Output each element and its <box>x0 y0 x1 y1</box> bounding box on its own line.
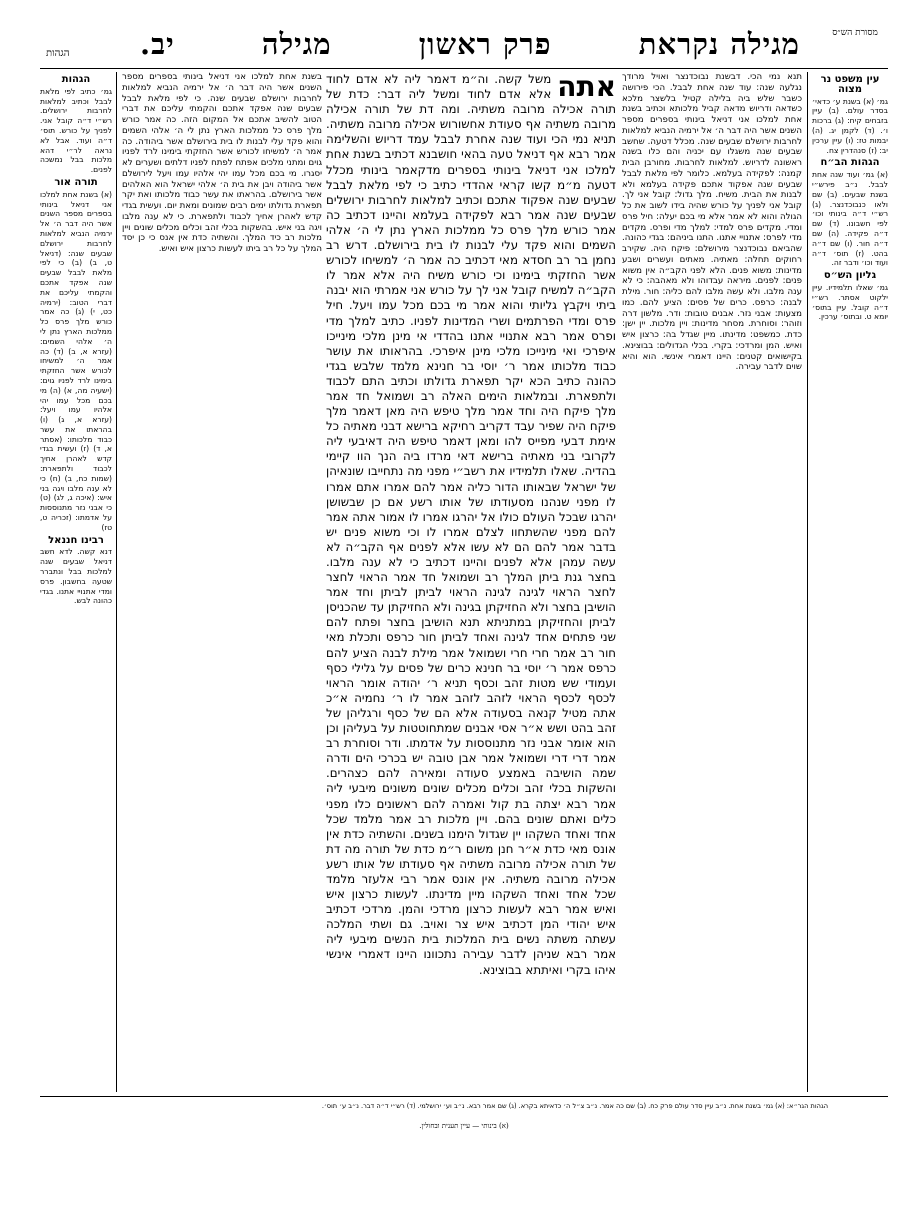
lead-word: אתה <box>557 72 616 103</box>
ein-mishpat-text: גמ׳ (א) בשנת ע׳ כדאי׳ בסדר עולם. (ב) עיין בזבחים קיח: (ג) ברכות ו׳. (ד) לקמן יג. (ה) יבמות טז: (ו) עיין ערכין יב: (ז) סנהדרין צח. <box>812 96 888 155</box>
masoret-label: מסורת הש״ס <box>832 28 878 38</box>
talmud-page <box>40 22 888 1202</box>
bottom-notes: הגהות הגר״א: (א) גמ׳ בשנת אחת. נ״ב עיין סדר עולם פרק כח. (ב) שם כה אמר. נ״ב צ״ל ה׳ כדאיתא בקרא. (ג) שם אמר רבא. נ״ב וע׳ ירושלמי. (ד) רש״י ד״ה דבר. נ״ב ע׳ תוס׳. <box>321 1102 828 1110</box>
footnote: (א) בינותי — עיין תענית ובחולין. <box>419 1122 509 1130</box>
hagahot-bach-text: (א) גמ׳ ועוד שנה אחת לבבל. נ״ב פירש״י בשנת שבעים. (ב) שם ולאו כנבוכדנצר. (ג) רש״י ד״ה בינותי וכו׳ לפי חשבונו. (ד) שם ד״ה פקידה. (ה) שם ד״ה חור. (ו) שם ד״ה בהט. (ז) תוס׳ ד״ה ועוד וכו׳ ודבר זה. <box>812 170 888 268</box>
title-tractate-chapter: מגילה נקראת <box>638 26 800 61</box>
gilyon-text: גמ׳ שאלו תלמידיו. עיין ילקוט אסתר. רש״י ד״ה קובל. עיין בתוס׳ יומא ט. ובתוס׳ ערכין. <box>812 282 888 322</box>
left-margin-divider <box>116 72 117 1092</box>
tosafot-column <box>122 72 322 1092</box>
left-margin-column <box>40 72 112 1092</box>
gilyon-title: גליון הש״ס <box>823 270 877 282</box>
hagahot-bach-title: הגהות הב״ח <box>820 157 880 169</box>
title-perek: פרק ראשון <box>418 26 552 61</box>
title-tractate: מגילה <box>261 26 332 61</box>
rashi-text: תנא נמי הכי. דבשנת נבוכדנצר ואויל מרודך נגלעה שנה: עוד שנה אחת לבבל. הכי פירושה כשבר שלש ביה בלילה קטיל בלשצר מלכא כשדאה ודריוש מדאה קביל מלכותא וכתיב בשנת אחת למלכו אני דניאל בינותי בספרים מספר השנים אשר היה דבר ה׳ אל ירמיה הנביא למלאות לחרבות ירושלם שבעים שנה. מכלל דטעה. שחשב שבעים שנה משגלו עם יכניה והם כלו בשנה ראשונה לדריוש. למלאות לחרבות. מחורבן הבית קמנה: לפקידה בעלמא. כלומר לפי מלאת לבבל שבעים שנה אפקוד אתכם פקידה בעלמא ולא לבנות את הבית. משיח. מלך גדול: קובל אני לך. קובל אני לפניך על כורש שהיה בידו לשוב את כל הגולה והוא לא אמר אלא מי בכם יעלה: חיל פרס ומדי. מקדים פרס למדי: למלך מדי ופרס. מקדים מדי לפרס: אתנויי אתנו. התנו ביניהם: בגדי כהונה. שהביאם נבוכדנצר מירושלם: פיקח היה. שקירב רחוקים תחלה: מאתיה. מאתים ועשרים ושבע מדינות: משוא פנים. הלא לפני הקב״ה אין משוא פנים: לפנים. מיראה עבדוהו ולא מאהבה: כי לא ענה מלבו. ולא עשה מלבו להם כליה: חור. מילת לבנה: כרפס. כרים של פסים: הציע להם. כמו מצעות: אבני נזר. אבנים טובות: ודר. מלשון דרה וזוהר: וסוחרת. מסחר מדינות: ויין מלכות. יין ישן: כדת. כמשפט: מדינתו. מיין שגדל בה: כרצון איש ואיש. המן ומרדכי: בקרי. בכלי הגדולים: בבוצינא. בקישואים קטנים: היינו דאמרי אינשי. הוא והיא שוים לדבר עבירה. <box>622 72 802 373</box>
page-header <box>40 22 888 68</box>
page-title <box>140 22 800 66</box>
right-margin-column <box>812 72 888 1092</box>
hagahot-title: הגהות <box>61 74 91 85</box>
tosafot-text: בשנת אחת למלכו אני דניאל בינותי בספרים מספר השנים אשר היה דבר ה׳ אל ירמיה הנביא למלאות לחרבות ירושלם שבעים שנה. כי לפי מלאת לבבל שבעים שנה אפקד אתכם והקמתי עליכם את דברי הטוב להשיב אתכם אל המקום הזה. כה אמר כורש מלך פרס כל ממלכות הארץ נתן לי ה׳ אלהי השמים והוא פקד עלי לבנות לו בית בירושלם אשר ביהודה. כה אמר ה׳ למשיחו לכורש אשר החזקתי בימינו לרד לפניו גוים ומתני מלכים אפתח לפתח לפניו דלתים ושערים לא יסגרו. מי בכם מכל עמו יהי אלהיו עמו ויעל לירושלם אשר ביהודה ויבן את בית ה׳ אלהי ישראל הוא האלהים אשר בירושלם. בהראתו את עשר כבוד מלכותו ואת יקר תפארת גדולתו ימים רבים שמונים ומאת יום. ועשית בגדי קדש לאהרן אחיך לכבוד ולתפארת. כי לא ענה מלבו ויגה בני איש. בהשקות בכלי זהב וכלים מכלים שונים ויין מלכות רב כיד המלך. והשתיה כדת אין אנס כי כן יסד המלך על כל רב ביתו לעשות כרצון איש ואיש. <box>122 72 322 254</box>
hagahot-header-label: הגהות <box>46 48 70 59</box>
rabbenu-chananel-title: רבינו חננאל <box>48 534 104 546</box>
rabbenu-chananel-text: דנא קשה. לדא חשב דניאל שבעים שנה למלכות בבל ונתברר שטעה בחשבון. פרס ומדי אתנויי אתנו. בגדי כהונה לבש. <box>40 547 112 606</box>
rashi-column <box>622 72 802 1092</box>
gemara-text: משל קשה. וה״מ דאמר ליה לא אדם לחוד אלא אדם לחוד ומשל ליה דבר: כדת של תורה אכילה מרובה משתיה. ומה דת של תורה אכילה מרובה משתיה אף סעודת אחשורוש אכילה מרובה משתיה. תניא נמי הכי ועוד שנה אחרת לבבל עמד דריוש והשלימה אמר רבא אף דניאל טעה בהאי חושבנא דכתיב בשנת אחת למלכו אני דניאל בינותי בספרים מדקאמר בינותי מכלל דטעה מ״מ קשו קראי אהדדי כתיב כי לפי מלאת לבבל שבעים שנה אפקוד אתכם וכתיב למלאות לחרבות ירושלים שבעים שנה אמר רבא לפקידה בעלמא והיינו דכתיב כה אמר כורש מלך פרס כל ממלכות הארץ נתן לי ה׳ אלהי השמים והוא פקד עלי לבנות לו בית בירושלם. דרש רב נחמן בר רב חסדא מאי דכתיב כה אמר ה׳ למשיחו לכורש אשר החזקתי בימינו וכי כורש משיח היה אלא אמר לו הקב״ה למשיח קובל אני לך על כורש אני אמרתי הוא יבנה ביתי ויקבץ גליותי והוא אמר מי בכם מכל עמו ויעל. חיל פרס ומדי הפרתמים ושרי המדינות לפניו. כתיב למלך מדי ופרס אמר רבא אתנויי אתנו בהדדי אי מינן מלכי מינייכו איפרכי ואי מינייכו מלכי מינן איפרכי. בהראותו את עושר כבוד מלכותו אמר ר׳ יוסי בר חנינא מלמד שלבש בגדי כהונה כתיב הכא יקר תפארת גדולתו וכתיב התם לכבוד ולתפארת. ובמלאות הימים האלה רב ושמואל חד אמר מלך פיקח היה וחד אמר מלך טיפש היה מאן דאמר מלך פיקח היה שפיר עבד דקריב רחיקא ברישא דבני מאתיה כל אימת דבעי מפייס להו ומאן דאמר טיפש היה דאיבעי ליה לקרובי בני מאתיה ברישא דאי מרדו ביה הנך הוו קיימי בהדיה. שאלו תלמידיו את רשב״י מפני מה נתחייבו שונאיהן של ישראל שבאותו הדור כליה אמר להם אמרו אתם אמרו לו מפני שנהנו מסעודתו של אותו רשע אם כן שבשושן יהרגו שבכל העולם כולו אל יהרגו אמרו לו אמור אתה אמר להם מפני שהשתחוו לצלם אמרו לו וכי משוא פנים יש בדבר אמר להם הם לא עשו אלא לפנים אף הקב״ה לא עשה עמהן אלא לפנים והיינו דכתיב כי לא ענה מלבו. בחצר גנת ביתן המלך רב ושמואל חד אמר הראוי לחצר לחצר הראוי לגינה לגינה הראוי לביתן לביתן וחד אמר הושיבן בחצר ולא החזיקתן בגינה ולא החזיקתן עד שהכניסן לביתן והחזיקתן במתניתא תנא הושיבן בחצר ופתח להם שני פתחים אחד לגינה ואחד לביתן חור כרפס ותכלת מאי חור רב אמר חרי חרי ושמואל אמר מילת לבנה הציע להם כרפס אמר ר׳ יוסי בר חנינא כרים של פסים על גלילי כסף ועמודי שש מטות זהב וכסף תניא ר׳ יהודה אומר הראוי לכסף לכסף הראוי לזהב לזהב אמר לו ר׳ נחמיה א״כ אתה מטיל קנאה בסעודה אלא הם של כסף ורגליהן של זהב בהט ושש א״ר אסי אבנים שמתחוטטות על בעליהן וכן הוא אומר אבני נזר מתנוססות על אדמתו. ודר וסוחרת רב אמר דרי דרי ושמואל אמר אבן טובה יש בכרכי הים ודרה שמה הושיבה באמצע סעודה ומאירה להם כצהרים. והשקות בכלי זהב וכלים מכלים שונים משונים מיבעי ליה אמר רבא יצתה בת קול ואמרה להם ראשונים כלו מפני כלים ואתם שונים בהם. ויין מלכות רב אמר מלמד שכל אחד ואחד השקהו יין שגדול הימנו בשנים. והשתיה כדת אין אונס מאי כדת א״ר חנן משום ר״מ כדת של תורה מה דת של תורה אכילה מרובה משתיה אף סעודתו של אותו רשע אכילה מרובה משתיה. אין אונס אמר רבי אלעזר מלמד שכל אחד ואחד השקהו מיין מדינתו. לעשות כרצון איש ואיש אמר רבא לעשות כרצון מרדכי והמן. מרדכי דכתיב איש יהודי המן דכתיב איש צר ואויב. גם ושתי המלכה עשתה משתה נשים בית המלכות בית הנשים מיבעי ליה אמר רבא שניהן לדבר עבירה נתכוונו היינו דאמרי אינשי איהו בקרי ואיתתא בבוצינא. <box>326 72 616 977</box>
ein-mishpat-title: עין משפט נר מצוה <box>820 74 880 95</box>
footer-rule <box>40 1096 888 1097</box>
header-rule <box>40 68 888 69</box>
right-margin-divider <box>807 72 808 1092</box>
torah-or-text: (א) בשנת אחת למלכו אני דניאל בינותי בספרים מספר השנים אשר היה דבר ה׳ אל ירמיה הנביא למלאות לחרבות ירושלם שבעים שנה: (דניאל ט, ב) (ב) כי לפי מלאת לבבל שבעים שנה אפקד אתכם והקמתי עליכם את דברי הטוב: (ירמיה כט, י) (ג) כה אמר כורש מלך פרס כל ממלכות הארץ נתן לי ה׳ אלהי השמים: (עזרא א, ב) (ד) כה אמר ה׳ למשיחו לכורש אשר החזקתי בימינו לרד לפניו גוים: (ישעיה מה, א) (ה) מי בכם מכל עמו יהי אלהיו עמו ויעל: (עזרא א, ג) (ו) בהראתו את עשר כבוד מלכותו: (אסתר א, ד) (ז) ועשית בגדי קדש לאהרן אחיך לכבוד ולתפארת: (שמות כח, ב) (ח) כי לא ענה מלבו ויגה בני איש: (איכה ג, לג) (ט) כי אבני נזר מתנוססות על אדמתו: (זכריה ט, טז) <box>40 189 112 532</box>
gemara-column <box>326 72 616 1092</box>
torah-or-title: תורה אור <box>54 176 98 188</box>
hagahot-text: גמ׳ כתיב לפי מלאת לבבל וכתיב למלאות לחרבות ירושלים. רש״י ד״ה קובל אני. לפניך על כורש. תוס׳ ד״ה ועוד. אבל לא נראה לר״י דהא מלכות בבל נמשכה לפנים. <box>40 86 112 175</box>
title-daf: יב. <box>140 26 175 61</box>
